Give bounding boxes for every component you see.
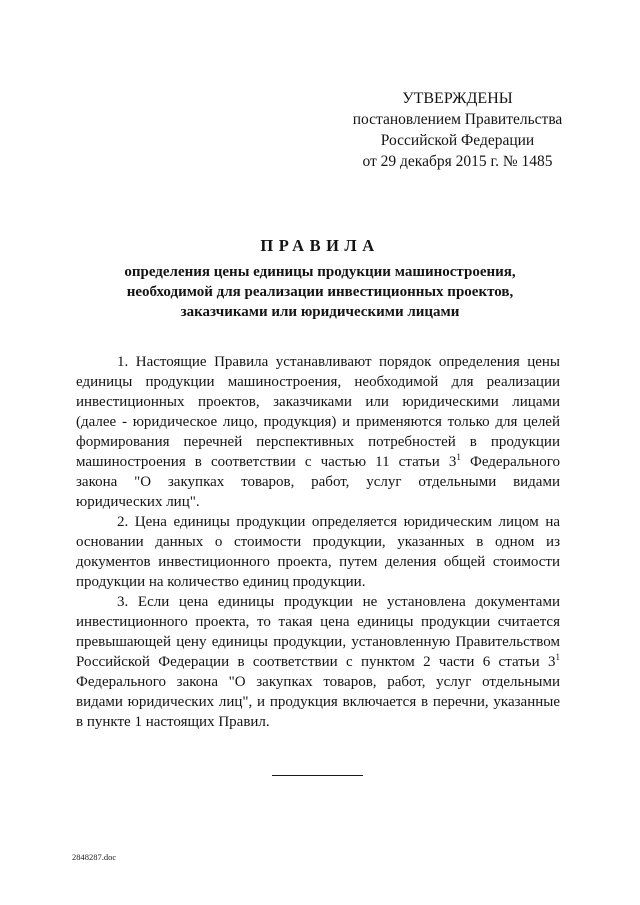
paragraph-line: продукции на количество единиц продукции. bbox=[76, 574, 366, 590]
paragraph-line: основании данных о стоимости продукции, указанных в одном из bbox=[76, 534, 560, 550]
paragraph-line: инвестиционных проектов, заказчиками или юридическими лицами bbox=[76, 394, 560, 410]
superscript: 1 bbox=[555, 652, 560, 662]
approval-line: постановлением Правительства bbox=[352, 111, 563, 128]
end-divider bbox=[272, 775, 363, 776]
paragraph-line: Российской Федерации в соответствии с пунктом 2 части 6 статьи $3^1$ bbox=[76, 652, 560, 670]
paragraph-line: документов инвестиционного проекта, путем деления общей стоимости bbox=[76, 554, 560, 570]
subtitle-line: заказчиками или юридическими лицами bbox=[180, 304, 460, 320]
paragraph-line: видами юридических лиц", и продукция включается в перечни, указанные bbox=[76, 694, 560, 710]
paragraph-line: 3. Если цена единицы продукции не установлена документами bbox=[117, 594, 560, 610]
approval-block bbox=[330, 88, 585, 172]
paragraph-line: закона "О закупках товаров, работ, услуг отдельными видами bbox=[76, 474, 560, 490]
approval-date-number: от 29 декабря 2015 г. № 1485 bbox=[362, 153, 553, 170]
paragraph-line: в пункте 1 настоящих Правил. bbox=[76, 714, 270, 730]
subtitle-line: необходимой для реализации инвестиционных проектов, bbox=[126, 284, 514, 300]
paragraph-line: 1. Настоящие Правила устанавливают порядок определения цены bbox=[117, 354, 560, 370]
paragraph-line: 2. Цена единицы продукции определяется юридическим лицом на bbox=[117, 514, 560, 530]
approval-line: Российской Федерации bbox=[380, 132, 535, 149]
paragraph-2 bbox=[76, 512, 560, 592]
document-id: 2848287.doc bbox=[72, 852, 117, 862]
paragraph-1 bbox=[76, 352, 560, 512]
document-body bbox=[76, 352, 560, 732]
paragraph-3 bbox=[76, 592, 560, 732]
paragraph-line: инвестиционного проекта, то такая цена единицы продукции считается bbox=[76, 614, 560, 630]
document-title: ПРАВИЛА bbox=[260, 236, 380, 255]
paragraph-line: единицы продукции машиностроения, необходимой для реализации bbox=[76, 374, 560, 390]
document-subtitle bbox=[80, 262, 560, 322]
paragraph-line: (далее - юридическое лицо, продукция) и применяются только для целей bbox=[76, 414, 560, 430]
superscript: 1 bbox=[456, 452, 461, 462]
subtitle-line: определения цены единицы продукции машиностроения, bbox=[124, 264, 516, 280]
paragraph-line: юридических лиц". bbox=[76, 494, 200, 510]
paragraph-line: машиностроения в соответствии с частью 11 статьи $3^1$ Федерального bbox=[76, 452, 560, 470]
paragraph-line: Федерального закона "О закупках товаров, работ, услуг отдельными bbox=[76, 674, 560, 690]
paragraph-line: формирования перечней перспективных потребностей в продукции bbox=[76, 434, 560, 450]
paragraph-line: превышающей цену единицы продукции, установленную Правительством bbox=[76, 634, 560, 650]
approval-heading: УТВЕРЖДЕНЫ bbox=[402, 90, 513, 107]
